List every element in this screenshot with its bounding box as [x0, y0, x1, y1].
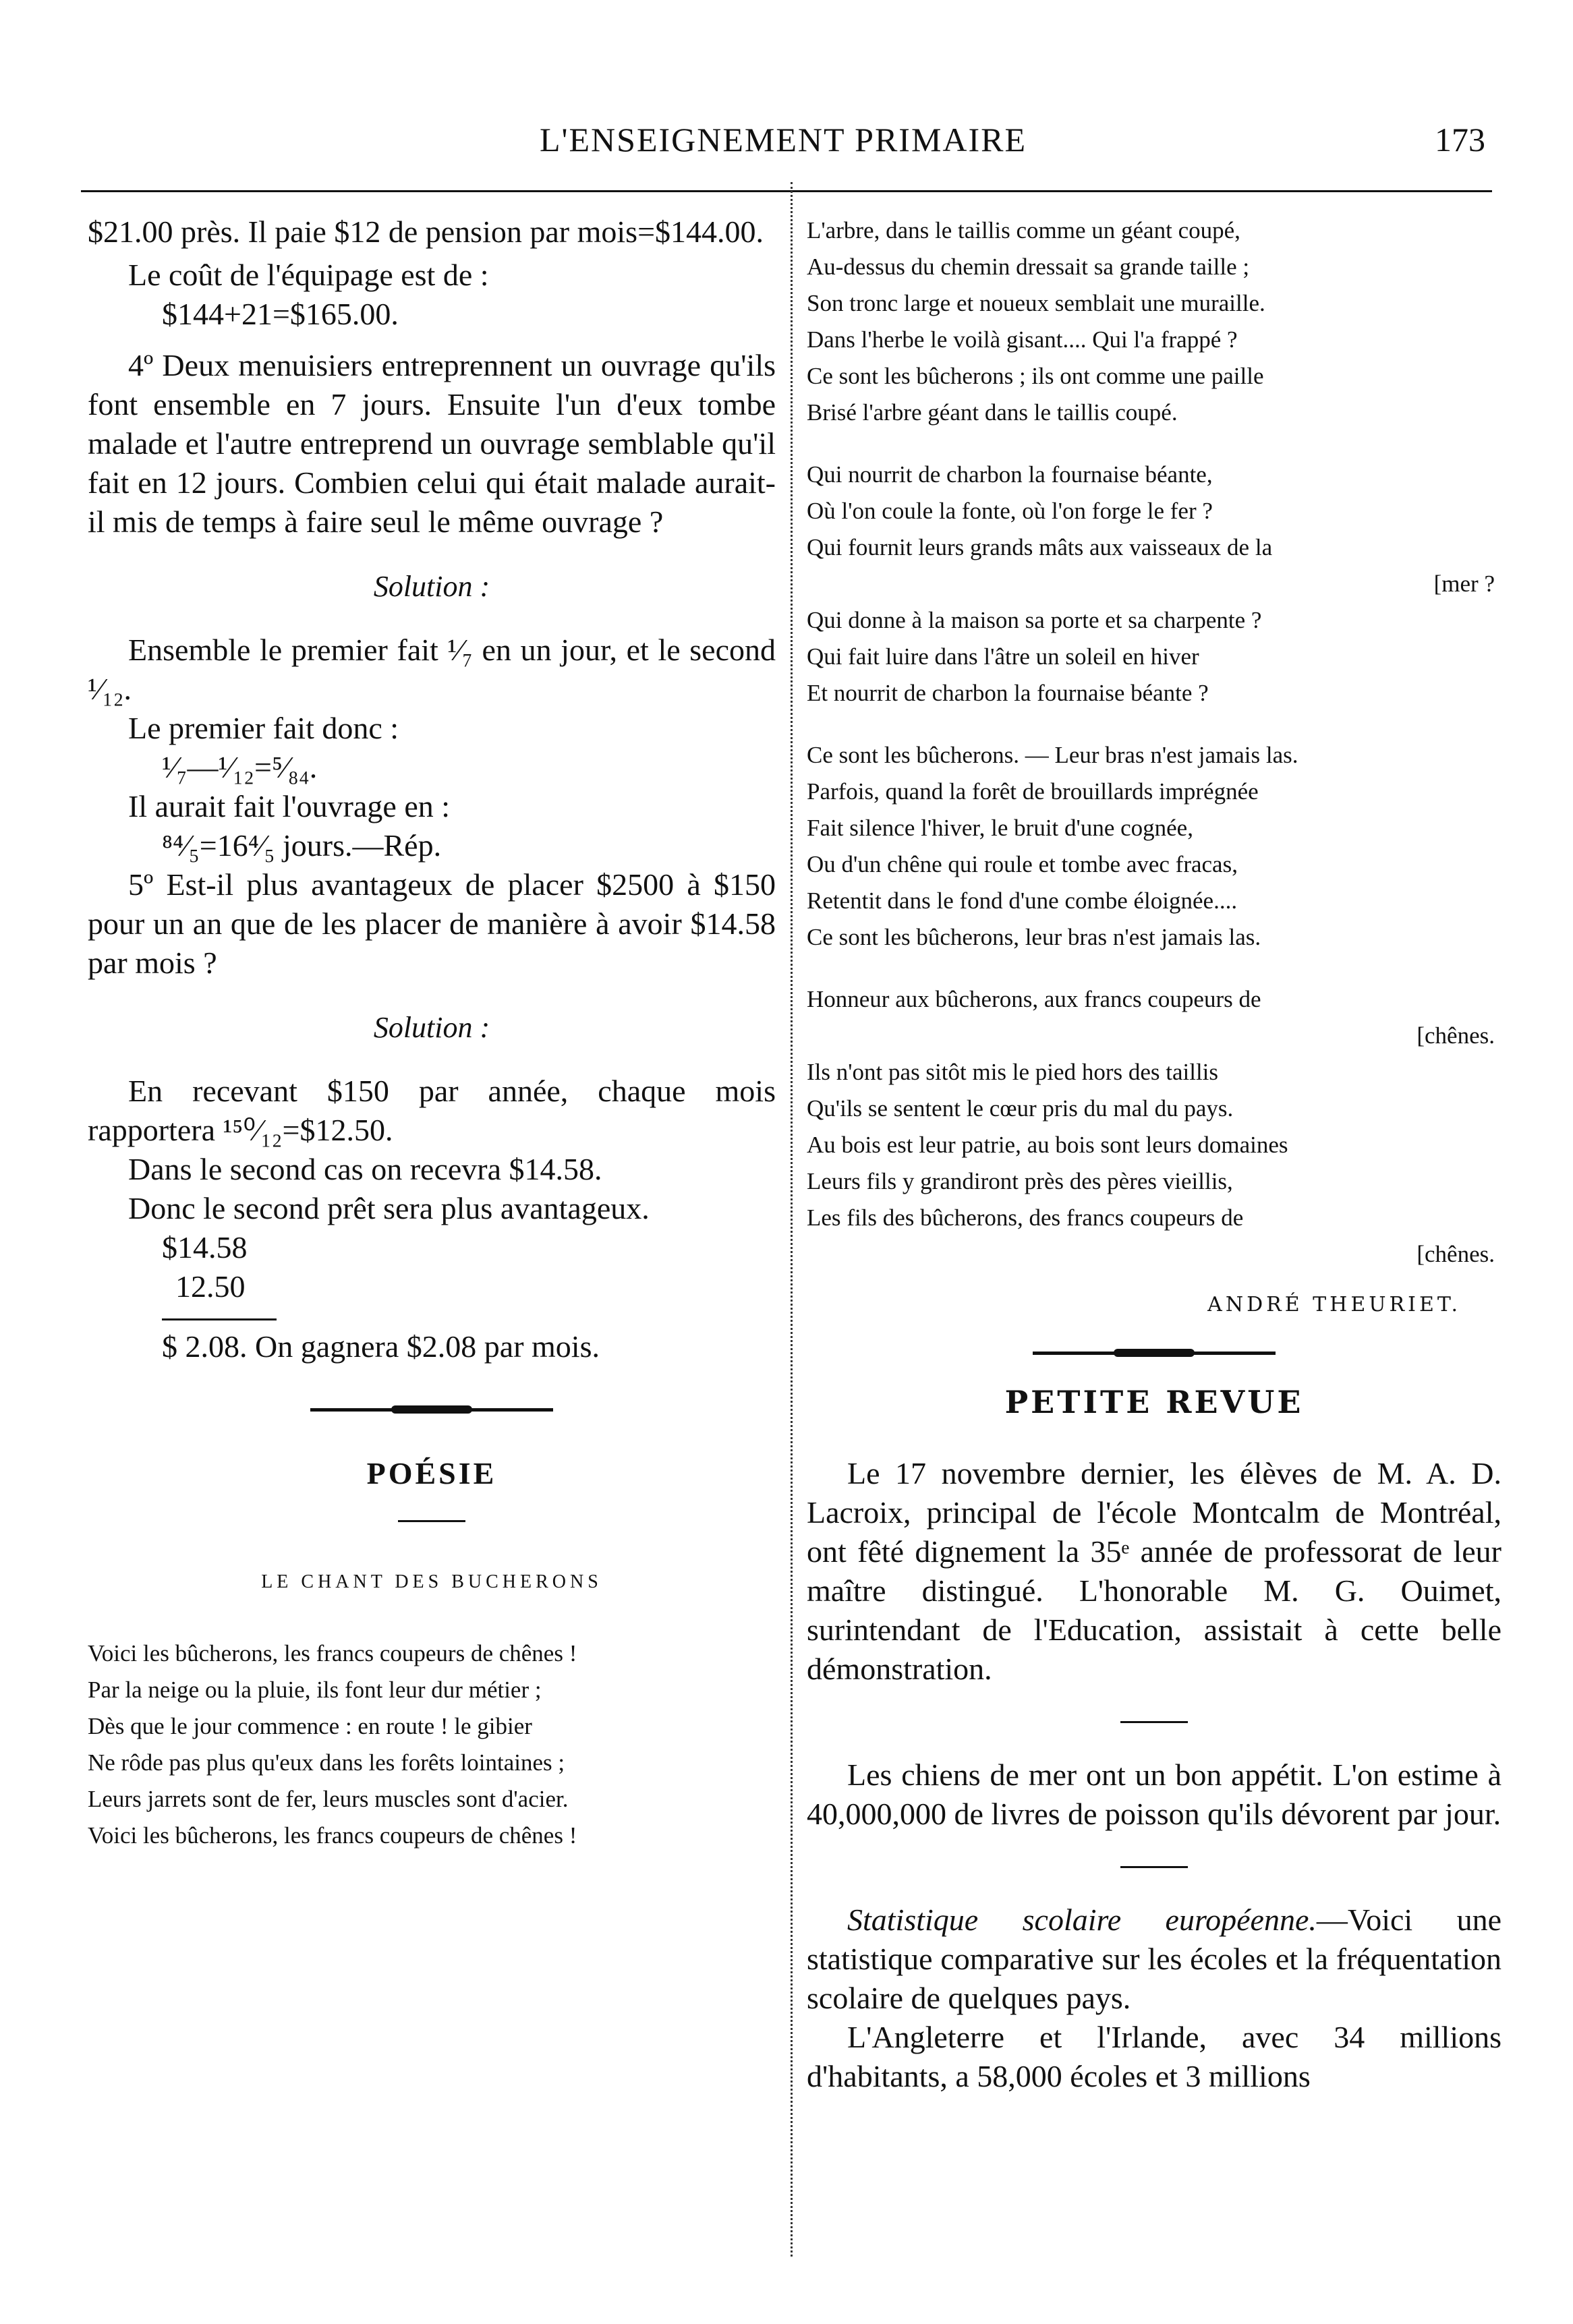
short-rule	[1120, 1721, 1188, 1723]
revue-heading: PETITE REVUE	[1004, 1384, 1304, 1420]
column-divider	[791, 182, 793, 2257]
poem-line: Ce sont les bûcherons ; ils ont comme une paille	[807, 363, 1264, 389]
solution-heading: Solution :	[373, 1011, 490, 1044]
problem-4: 4º Deux menuisiers entreprennent un ouvrage qu'ils font ensemble en 7 jours. Ensuite l'un d'eux tombe malade et l'autre entreprend un ouvrage semblable qu'il fait en 12 jours. Combien celui qui était malade aurait-il mis de temps à faire seul le même ouvrage ?	[88, 348, 776, 539]
poetry-heading: POÉSIE	[366, 1456, 497, 1490]
paragraph-rest: —Voici une statistique comparative sur les écoles et la fréquentation scolaire de quelques pays.	[807, 1902, 1502, 2015]
poem-line: Et nourrit de charbon la fournaise béante ?	[807, 680, 1209, 706]
paragraph: En recevant $150 par année, chaque mois rapportera ¹⁵⁰⁄₁₂=$12.50.	[88, 1074, 776, 1147]
poem-line: Leurs jarrets sont de fer, leurs muscles sont d'acier.	[88, 1786, 569, 1812]
paragraph: Donc le second prêt sera plus avantageux.	[128, 1191, 650, 1225]
poem-author: ANDRÉ THEURIET.	[1207, 1293, 1461, 1316]
poem-line: Au-dessus du chemin dressait sa grande taille ;	[807, 254, 1250, 280]
ornament-divider	[310, 1407, 553, 1414]
poem-line: Son tronc large et noueux semblait une muraille.	[807, 290, 1265, 316]
poem-line: Parfois, quand la forêt de brouillards imprégnée	[807, 778, 1259, 805]
poem-line: Honneur aux bûcherons, aux francs coupeurs de	[807, 986, 1261, 1012]
poem-line: Les fils des bûcherons, des francs coupeurs de	[807, 1204, 1244, 1231]
poem-line: Par la neige ou la pluie, ils font leur dur métier ;	[88, 1677, 542, 1703]
sum-result: $ 2.08. On gagnera $2.08 par mois.	[162, 1329, 600, 1364]
paragraph: Les chiens de mer ont un bon appétit. L'on estime à 40,000,000 de livres de poisson qu'ils dévorent par jour.	[807, 1757, 1502, 1831]
poem-line: Ils n'ont pas sitôt mis le pied hors des taillis	[807, 1059, 1219, 1085]
page-header	[81, 113, 1485, 167]
poem-line-continuation: [chênes.	[1417, 1022, 1495, 1049]
sum-line: $14.58	[162, 1230, 248, 1265]
poem-line-continuation: [mer ?	[1433, 571, 1495, 597]
italic-lead: Statistique scolaire européenne.	[847, 1902, 1317, 1937]
poem-line: Voici les bûcherons, les francs coupeurs de chênes !	[88, 1640, 577, 1666]
poem-line: Fait silence l'hiver, le bruit d'une cognée,	[807, 815, 1193, 841]
poem-line: Qui nourrit de charbon la fournaise béante,	[807, 461, 1213, 488]
poem-line: Brisé l'arbre géant dans le taillis coupé.	[807, 399, 1178, 426]
poem-line: Au bois est leur patrie, au bois sont leurs domaines	[807, 1132, 1288, 1158]
paragraph: L'Angleterre et l'Irlande, avec 34 millions d'habitants, a 58,000 écoles et 3 millions	[807, 2020, 1502, 2093]
poem-line: Qui fait luire dans l'âtre un soleil en hiver	[807, 643, 1199, 670]
poem-line: Ce sont les bûcherons, leur bras n'est jamais las.	[807, 924, 1261, 950]
poem-line: Leurs fils y grandiront près des pères vieillis,	[807, 1168, 1233, 1194]
poem-line: Qu'ils se sentent le cœur pris du mal du pays.	[807, 1095, 1234, 1122]
sum-line: 12.50	[175, 1269, 246, 1304]
header-rule	[81, 190, 1492, 192]
poem-line: Ce sont les bûcherons. — Leur bras n'est jamais las.	[807, 742, 1298, 768]
sum-rule	[162, 1318, 277, 1320]
problem-5: 5º Est-il plus avantageux de placer $2500 à $150 pour un an que de les placer de manière à avoir $14.58 par mois ?	[88, 867, 776, 980]
poem-line: Dès que le jour commence : en route ! le gibier	[88, 1713, 532, 1739]
paragraph: Il aurait fait l'ouvrage en :	[128, 789, 451, 823]
poem-line: Où l'on coule la fonte, où l'on forge le fer ?	[807, 498, 1213, 524]
paragraph: Le 17 novembre dernier, les élèves de M. A. D. Lacroix, principal de l'école Montcalm de Montréal, ont fêté dignement la 35ᵉ année de professorat de leur maître distingué. L'honorable M. G. Ouimet, surintendant de l'Education, assistait à cette belle démonstration.	[807, 1456, 1502, 1686]
paragraph: Le premier fait donc :	[128, 711, 399, 745]
left-column	[88, 212, 776, 1854]
page-number: 173	[1435, 121, 1485, 158]
poem-line: Dans l'herbe le voilà gisant.... Qui l'a frappé ?	[807, 326, 1238, 353]
poem-line: L'arbre, dans le taillis comme un géant coupé,	[807, 217, 1240, 243]
equation: $144+21=$165.00.	[162, 297, 399, 331]
poem-title: LE CHANT DES BUCHERONS	[261, 1571, 602, 1592]
poem-line: Ou d'un chêne qui roule et tombe avec fracas,	[807, 851, 1238, 877]
paragraph: Le coût de l'équipage est de :	[128, 258, 489, 292]
poem-line: Voici les bûcherons, les francs coupeurs de chênes !	[88, 1822, 577, 1849]
poem-line: Retentit dans le fond d'une combe éloignée....	[807, 888, 1238, 914]
poem-stanza	[807, 212, 1502, 431]
short-rule	[398, 1520, 465, 1522]
running-title: L'ENSEIGNEMENT PRIMAIRE	[539, 121, 1027, 158]
paragraph	[807, 1900, 1502, 2018]
poem-line: Qui fournit leurs grands mâts aux vaisseaux de la	[807, 534, 1273, 560]
poem-stanza	[88, 1635, 776, 1854]
paragraph: Ensemble le premier fait ¹⁄₇ en un jour, et le second ¹⁄₁₂.	[88, 633, 776, 706]
revue-body	[807, 1454, 1502, 2096]
ornament-divider	[1033, 1350, 1276, 1357]
poem-line-continuation: [chênes.	[1417, 1241, 1495, 1267]
poem-stanza	[807, 981, 1502, 1273]
poem-stanza	[807, 737, 1502, 956]
poem-stanza	[807, 457, 1502, 711]
equation: ¹⁄₇—¹⁄₁₂=⁵⁄₈₄.	[162, 750, 318, 784]
poem-line: Qui donne à la maison sa porte et sa charpente ?	[807, 607, 1262, 633]
solution-heading: Solution :	[373, 570, 490, 603]
short-rule	[1120, 1866, 1188, 1868]
paragraph: Dans le second cas on recevra $14.58.	[128, 1152, 602, 1186]
poem-line: Ne rôde pas plus qu'eux dans les forêts lointaines ;	[88, 1749, 565, 1776]
equation: ⁸⁴⁄₅=16⁴⁄₅ jours.—Rép.	[162, 828, 442, 863]
paragraph: $21.00 près. Il paie $12 de pension par mois=$144.00.	[88, 214, 764, 249]
right-column	[807, 212, 1502, 2096]
